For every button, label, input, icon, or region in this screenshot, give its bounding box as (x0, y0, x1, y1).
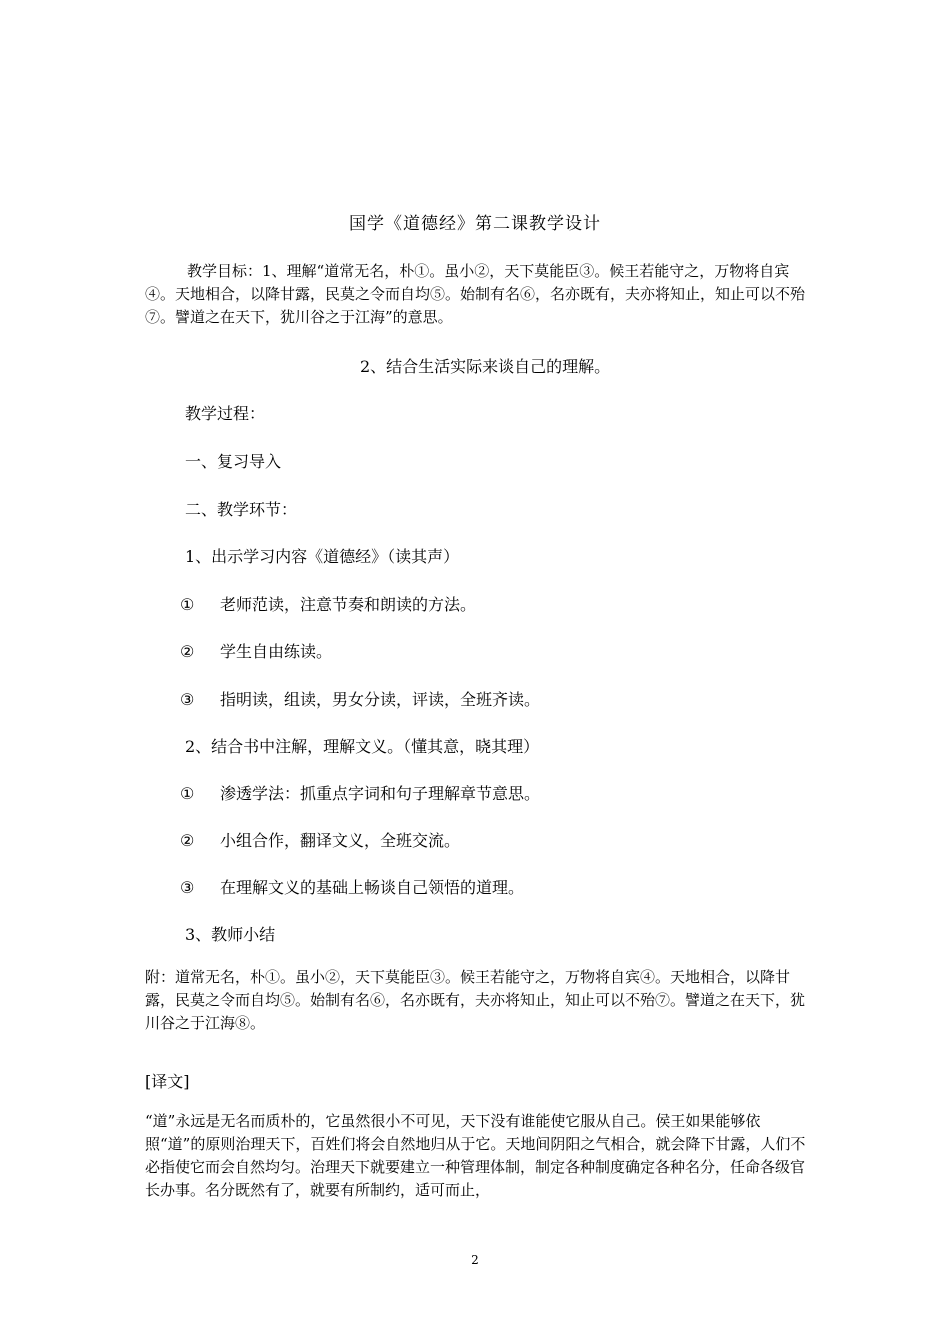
teaching-goal-paragraph: 教学目标：1、理解“道常无名，朴①。虽小②，天下莫能臣③。候王若能守之，万物将自宾④。天地相合，以降甘露，民莫之令而自均⑤。始制有名⑥，名亦既有，夫亦将知止，知止可以不殆⑦。譬道之在天下，犹川谷之于江海”的意思。 (145, 262, 806, 326)
item-number: ② (180, 642, 195, 661)
appendix-text: 附：道常无名，朴①。虽小②，天下莫能臣③。候王若能守之，万物将自宾④。天地相合，以降甘露，民莫之令而自均⑤。始制有名⑥，名亦既有，夫亦将知止，知止可以不殆⑦。譬道之在天下，犹川谷之于江海⑧。 (145, 968, 806, 1032)
translation-heading: [译文] (145, 1072, 190, 1091)
page-title: 国学《道德经》第二课教学设计 (349, 214, 601, 234)
process-label: 教学过程： (185, 404, 266, 423)
item-text: 指明读，组读，男女分读，评读，全班齐读。 (220, 690, 541, 709)
section-review: 一、复习导入 (185, 452, 282, 471)
list-item (180, 592, 476, 615)
item-number: ① (180, 595, 195, 614)
teaching-goal-2: 2、结合生活实际来谈自己的理解。 (360, 357, 611, 376)
item-number: ① (180, 784, 195, 803)
page-number: 2 (471, 1253, 479, 1267)
item-text: 老师范读，注意节奏和朗读的方法。 (220, 595, 477, 614)
item-text: 在理解文义的基础上畅谈自己领悟的道理。 (220, 878, 525, 897)
item-number: ③ (180, 690, 195, 709)
list-item (180, 875, 524, 898)
item-text: 学生自由练读。 (220, 642, 333, 661)
step-1-heading: 1、出示学习内容《道德经》（读其声） (185, 547, 460, 566)
item-text: 渗透学法：抓重点字词和句子理解章节意思。 (220, 784, 541, 803)
list-item (180, 828, 460, 851)
list-item (180, 639, 332, 662)
translation-text: “道”永远是无名而质朴的，它虽然很小不可见，天下没有谁能使它服从自己。侯王如果能够依照“道”的原则治理天下，百姓们将会自然地归从于它。天地间阴阳之气相合，就会降下甘露，人们不必指使它而会自然均匀。治理天下就要建立一种管理体制，制定各种制度确定各种名分，任命各级官长办事。名分既然有了，就要有所制约，适可而止， (145, 1112, 806, 1199)
item-number: ③ (180, 878, 195, 897)
section-teaching: 二、教学环节： (185, 500, 298, 519)
list-item (180, 781, 540, 804)
item-text: 小组合作，翻译文义，全班交流。 (220, 831, 461, 850)
step-3-heading: 3、教师小结 (185, 925, 276, 944)
list-item (180, 687, 540, 710)
item-number: ② (180, 831, 195, 850)
step-2-heading: 2、结合书中注解，理解文义。（懂其意，晓其理） (185, 737, 540, 756)
